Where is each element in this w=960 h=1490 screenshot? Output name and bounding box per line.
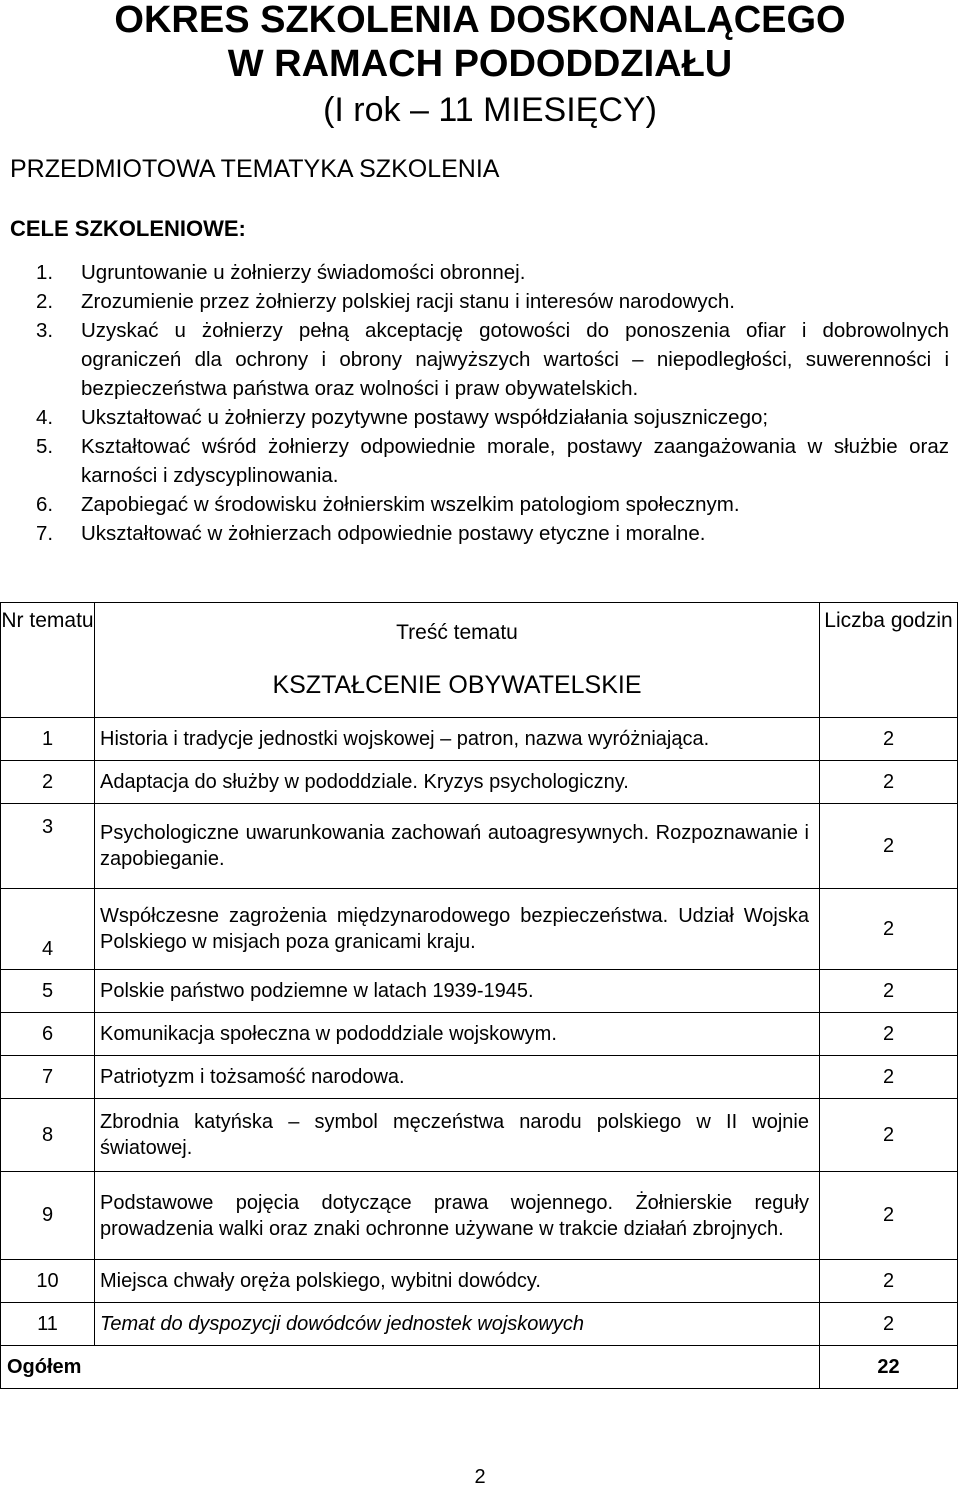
table-row	[1, 761, 958, 804]
section-title: KSZTAŁCENIE OBYWATELSKIE	[272, 671, 642, 699]
row-topic: Zbrodnia katyńska – symbol męczeństwa narodu polskiego w II wojnie światowej.	[95, 1099, 820, 1172]
document-title-line1: OKRES SZKOLENIA DOSKONALĄCEGO	[114, 0, 846, 41]
header-content-cell	[95, 603, 820, 718]
row-topic: Komunikacja społeczna w pododdziale wojskowym.	[95, 1013, 820, 1056]
table-row	[1, 1172, 958, 1260]
goal-number: 1.	[36, 261, 54, 284]
goal-item	[0, 432, 960, 490]
header-nr: Nr tematu	[1, 603, 95, 718]
row-topic: Miejsca chwały oręża polskiego, wybitni dowódcy.	[95, 1260, 820, 1303]
row-nr: 8	[1, 1099, 95, 1172]
row-topic: Temat do dyspozycji dowódców jednostek wojskowych	[95, 1303, 820, 1346]
goal-number: 4.	[36, 406, 54, 429]
total-hours: 22	[820, 1346, 958, 1389]
header-content: Treść tematu	[396, 621, 518, 644]
table-row	[1, 1013, 958, 1056]
row-topic: Współczesne zagrożenia międzynarodowego bezpieczeństwa. Udział Wojska Polskiego w misjach poza granicami kraju.	[95, 889, 820, 970]
table-row	[1, 970, 958, 1013]
goal-item	[0, 403, 960, 432]
table-header-row	[1, 603, 958, 718]
table-total-row	[1, 1346, 958, 1389]
table-row	[1, 1260, 958, 1303]
goal-number: 2.	[36, 290, 54, 313]
row-nr: 5	[1, 970, 95, 1013]
row-nr: 9	[1, 1172, 95, 1260]
section-heading: PRZEDMIOTOWA TEMATYKA SZKOLENIA	[10, 155, 500, 183]
row-hours: 2	[820, 761, 958, 804]
row-topic: Psychologiczne uwarunkowania zachowań autoagresywnych. Rozpoznawanie i zapobieganie.	[95, 804, 820, 889]
row-hours: 2	[820, 1303, 958, 1346]
row-nr: 1	[1, 718, 95, 761]
total-label: Ogółem	[1, 1346, 820, 1389]
goals-list	[0, 258, 960, 548]
page-number: 2	[474, 1466, 486, 1488]
row-nr: 10	[1, 1260, 95, 1303]
row-hours: 2	[820, 1013, 958, 1056]
row-nr: 2	[1, 761, 95, 804]
goal-number: 5.	[36, 435, 54, 458]
row-nr: 4	[1, 889, 95, 970]
row-hours: 2	[820, 1172, 958, 1260]
table-row	[1, 889, 958, 970]
row-topic: Patriotyzm i tożsamość narodowa.	[95, 1056, 820, 1099]
row-topic: Adaptacja do służby w pododdziale. Kryzys psychologiczny.	[95, 761, 820, 804]
table-row	[1, 1056, 958, 1099]
goal-number: 3.	[36, 319, 54, 342]
row-hours: 2	[820, 804, 958, 889]
row-hours: 2	[820, 970, 958, 1013]
row-topic: Podstawowe pojęcia dotyczące prawa wojennego. Żołnierskie reguły prowadzenia walki oraz znaki ochronne używane w trakcie działań zbrojnych.	[95, 1172, 820, 1260]
goal-text: Kształtować wśród żołnierzy odpowiednie morale, postawy zaangażowania w służbie oraz karności i zdyscyplinowania.	[81, 435, 949, 487]
header-hours: Liczba godzin	[820, 603, 958, 718]
row-hours: 2	[820, 1260, 958, 1303]
row-hours: 2	[820, 889, 958, 970]
goal-text: Ukształtować w żołnierzach odpowiednie postawy etyczne i moralne.	[81, 522, 706, 545]
row-nr: 3	[1, 804, 95, 889]
row-hours: 2	[820, 1099, 958, 1172]
goal-item	[0, 316, 960, 403]
goal-item	[0, 519, 960, 548]
row-nr: 11	[1, 1303, 95, 1346]
row-nr: 6	[1, 1013, 95, 1056]
goal-item	[0, 287, 960, 316]
goal-text: Zapobiegać w środowisku żołnierskim wszelkim patologiom społecznym.	[81, 493, 740, 516]
goal-text: Uzyskać u żołnierzy pełną akceptację gotowości do ponoszenia ofiar i dobrowolnych ograniczeń dla ochrony i obrony najwyższych wartości – niepodległości, suwerenności i bezpieczeństwa państwa oraz wolności i praw obywatelskich.	[81, 319, 949, 400]
row-topic: Historia i tradycje jednostki wojskowej – patron, nazwa wyróżniająca.	[95, 718, 820, 761]
goal-text: Zrozumienie przez żołnierzy polskiej racji stanu i interesów narodowych.	[81, 290, 735, 313]
goal-text: Ukształtować u żołnierzy pozytywne postawy współdziałania sojuszniczego;	[81, 406, 769, 429]
goal-number: 7.	[36, 522, 54, 545]
goal-item	[0, 258, 960, 287]
goal-number: 6.	[36, 493, 54, 516]
row-topic: Polskie państwo podziemne w latach 1939-1945.	[95, 970, 820, 1013]
training-plan-table	[0, 602, 958, 1389]
row-hours: 2	[820, 718, 958, 761]
row-hours: 2	[820, 1056, 958, 1099]
table-row	[1, 1303, 958, 1346]
goal-text: Ugruntowanie u żołnierzy świadomości obronnej.	[81, 261, 526, 284]
table-row	[1, 718, 958, 761]
goal-item	[0, 490, 960, 519]
table-row	[1, 1099, 958, 1172]
table-row	[1, 804, 958, 889]
document-subtitle: (I rok – 11 MIESIĘCY)	[323, 91, 657, 129]
goals-heading: CELE SZKOLENIOWE:	[10, 216, 246, 241]
row-nr: 7	[1, 1056, 95, 1099]
document-title-line2: W RAMACH PODODDZIAŁU	[227, 43, 733, 85]
